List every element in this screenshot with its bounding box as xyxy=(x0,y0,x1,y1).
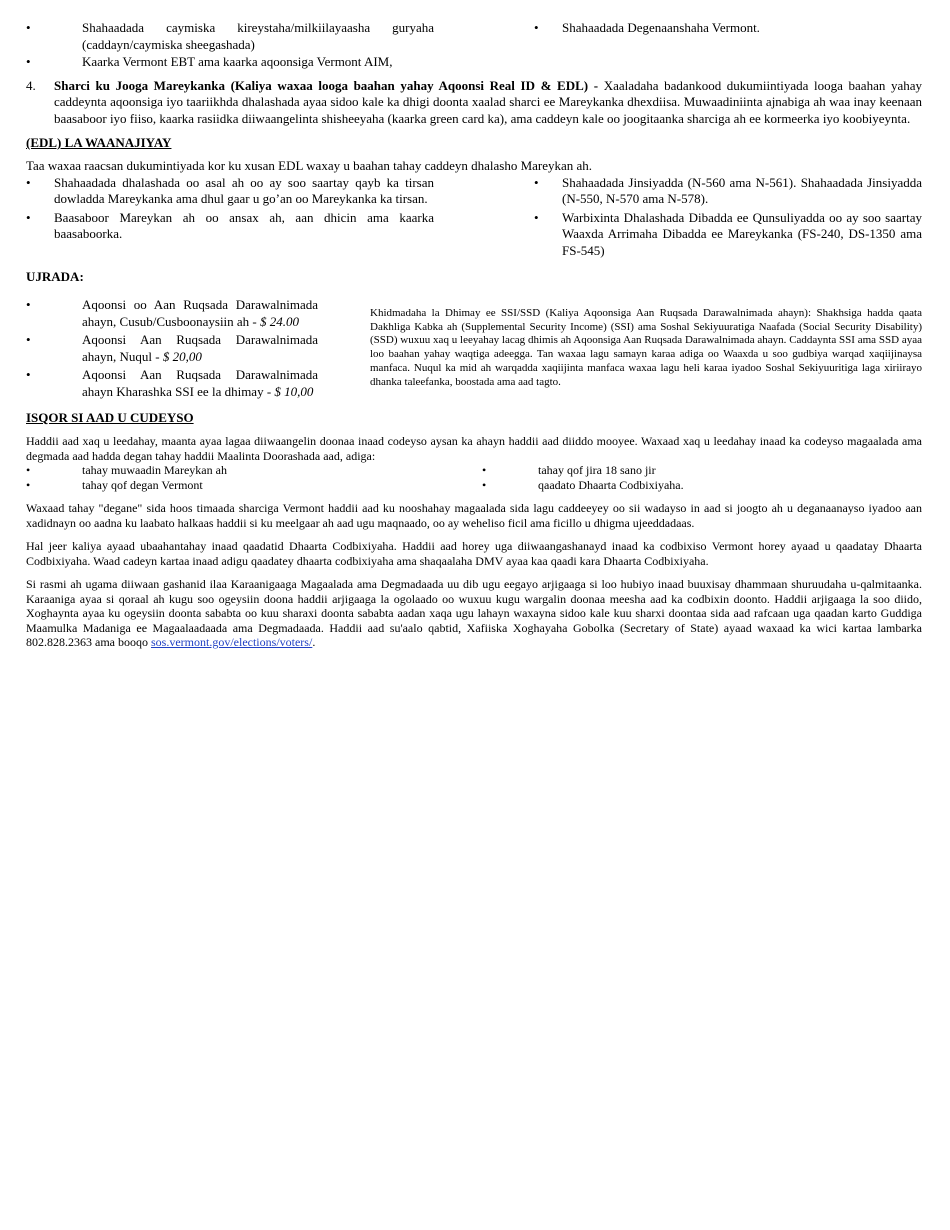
legal-presence-body: Xaaladaha badankood dukumiintiyada looga baahan yahay caddeynta aqoonsiga iyo taariikhda dhalashada ayaa sidoo kale ka dhigi doonta xaalad sharci ee Mareykanka dhexdiisa. Muwaadiniinta ajnabiga ah waa inay keenaan baasaboor iyo fiiso, kaarka rasiidka diiwaangelinta shisheeyaha (kaarka green card ka), ama caddeyn kale oo joogitaanka sharciga ah ee kormeerka iyo koobiyeynta. xyxy=(54,77,922,126)
top-right-list xyxy=(534,20,922,72)
legal-presence-section xyxy=(26,78,922,128)
list-item: • Kaarka Vermont EBT ama kaarka aqoonsiga Vermont AIM, xyxy=(26,54,393,69)
list-item: • Shahaadada dhalashada oo asal ah oo ay soo saartay qayb ka tirsan dowladda Mareykanka ama dhul gaar u go’an oo Mareykanka ka tirsan. xyxy=(26,174,434,206)
list-item: • qaadato Dhaarta Codbixiyaha. xyxy=(482,477,684,492)
top-bullets xyxy=(26,20,922,72)
register-intro: Haddii aad xaq u leedahay, maanta ayaa lagaa diiwaangelin doonaa inaad codeyso aysan ka ahayn haddii aad diiddo mooyee. Waxaad xaq u leedahay inaad ka codeyso magaalada ama degmada aad hadda degan tahay haddii Maalinta Doorashada aad, adiga: xyxy=(26,434,922,463)
item-number: 4. xyxy=(26,77,36,93)
list-item: • Shahaadada Jinsiyadda (N-560 ama N-561). Shahaadada Jinsiyadda (N-550, N-570 ama N-578). xyxy=(534,174,922,206)
resident-paragraph: Waxaad tahay "degane" sida hoos timaada sharciga Vermont haddii aad ku nooshahay magaalada sida lagu caddeeyey oo sii wadayso in aad si joogto ah u deganaanayso iyadoo aan xadidnayn oo aadna ku laabato halkaas haddii si ku meelgaar ah aad ugu maqnaado, oo ay weheliso ficil ama ficillo u dhigma ujeeddadaas. xyxy=(26,501,922,530)
fees-heading: UJRADA: xyxy=(26,269,84,284)
list-item: • Warbixinta Dhalashada Dibadda ee Qunsuliyadda oo ay soo saartay Waaxda Arrimaha Dibadda ee Mareykanka (FS-240, DS-1350 ama FS-545) xyxy=(534,209,922,258)
voters-link[interactable]: sos.vermont.gov/elections/voters/ xyxy=(151,635,313,649)
fee-item: • Aqoonsi Aan Ruqsada Darawalnimada ahayn, Nuqul - $ 20,00 xyxy=(26,332,318,364)
fees-list xyxy=(26,297,318,402)
list-item: • Shahaadada caymiska kireystaha/milkiilayaasha guryaha (caddayn/caymiska sheegashada) xyxy=(26,20,434,52)
top-left-list xyxy=(26,20,434,72)
register-bullets xyxy=(26,463,922,492)
fees-section xyxy=(26,297,922,402)
register-right-list xyxy=(482,463,922,492)
oath-paragraph: Hal jeer kaliya ayaad ubaahantahay inaad qaadatid Dhaarta Codbixiyaha. Haddii aad horey uga diiwaangashanayd inaad ka codbixiso Vermont horey ayaad u qaadatay Dhaarta Codbixiyaha. Waad cadeyn kartaa inaad adigu qaadatey dhaarta codbixiyaha ama shaqaalaha DMV ayaa kaa qaadi kara Dhaarta Codbixiyaha. xyxy=(26,539,922,568)
list-item: • Shahaadada Degenaanshaha Vermont. xyxy=(534,20,760,35)
document-page xyxy=(26,20,922,650)
list-item: • tahay qof degan Vermont xyxy=(26,477,203,492)
list-item: • tahay muwaadin Mareykan ah xyxy=(26,463,227,477)
edl-intro: Taa waxaa raacsan dukumintiyada kor ku xusan EDL waxay u baahan tahay caddeyn dhalasho Mareykan ah. xyxy=(26,158,593,173)
list-item: • tahay qof jira 18 sano jir xyxy=(482,463,656,477)
ssi-discount-note: Khidmadaha la Dhimay ee SSI/SSD (Kaliya Aqoonsiga Aan Ruqsada Darawalnimada ahayn): Shakhsiga hadda qaata Dakhliga Kabka ah (Supplemental Security Income) (SSI) ama Soshal Sekiyuuratiga Naafada (Social Security Disability) (SSD) wuxuu xaq u leeyahay lacag dhimis ah Aqoonsiga Aan Ruqsada Darawalnimada ahayn. Caddaynta SSI ama SSD ayaa loo baahan yahay waqtiga adeegga. Tan waxaa lagu samayn karaa adiga oo Waaxda u soo gudbiya warqad xaqiijinaysa manfaca. Nuqul ka mid ah warqadda xaqiijinta manfaca waxaa lagu heli karaa iyadoo Soshal Sekiyuuritiga laga xiriirayo dhanka taleefanka, boostada ama aad tagto. xyxy=(370,307,922,388)
list-item: • Baasaboor Mareykan ah oo ansax ah, aan dhicin ama kaarka baasaboorka. xyxy=(26,209,434,241)
edl-left-list xyxy=(26,175,434,262)
approval-paragraph: Si rasmi ah ugama diiwaan gashanid ilaa Karaanigaaga Magaalada ama Degmadaada uu dib ugu eegayo arjigaaga si loo hubiyo inaad buuxisay dhammaan shuruudaha u-qalmitaanka. Karaaniga ayaa si qoraal ah kugu soo ogeysiin doona haddii arjigaaga la ogolaado oo wuxuu kugu wargalin doonaa meesha aad ka codbixin doonto. Haddii arjigaaga la soo diido, Xoghaynta ayaa ku ogeysiin doonta sababta oo kuu sharaxi doonta sababta aadan xaqa ugu lahayn waxayna sidoo kale kuu sharxi doontaa sida aad rafcaan uga qaadan karto Guddiga Maamulka Madaniga ee Magaalaadaada ama Degmadaada. Haddii aad su'aalo qabtid, Xafiiska Xoghayaha Gobolka (Secretary of State) ayaad waxaad ka wici kartaa lambarka 802.828.2363 ama booqo sos.vermont.gov/elections/voters/. xyxy=(26,577,922,649)
edl-bullets xyxy=(26,175,922,262)
register-heading: ISQOR SI AAD U CUDEYSO xyxy=(26,410,194,425)
fee-item: • Aqoonsi oo Aan Ruqsada Darawalnimada ahayn, Cusub/Cusboonaysiin ah - $ 24.00 xyxy=(26,297,318,329)
edl-right-list xyxy=(534,175,922,262)
register-left-list xyxy=(26,463,466,492)
legal-presence-title: Sharci ku Jooga Mareykanka (Kaliya waxaa looga baahan yahay Aqoonsi Real ID & EDL) - xyxy=(54,77,599,93)
edl-heading: (EDL) LA WAANAJIYAY xyxy=(26,135,172,150)
fee-item: • Aqoonsi Aan Ruqsada Darawalnimada ahayn Kharashka SSI ee la dhimay - $ 10,00 xyxy=(26,367,318,399)
